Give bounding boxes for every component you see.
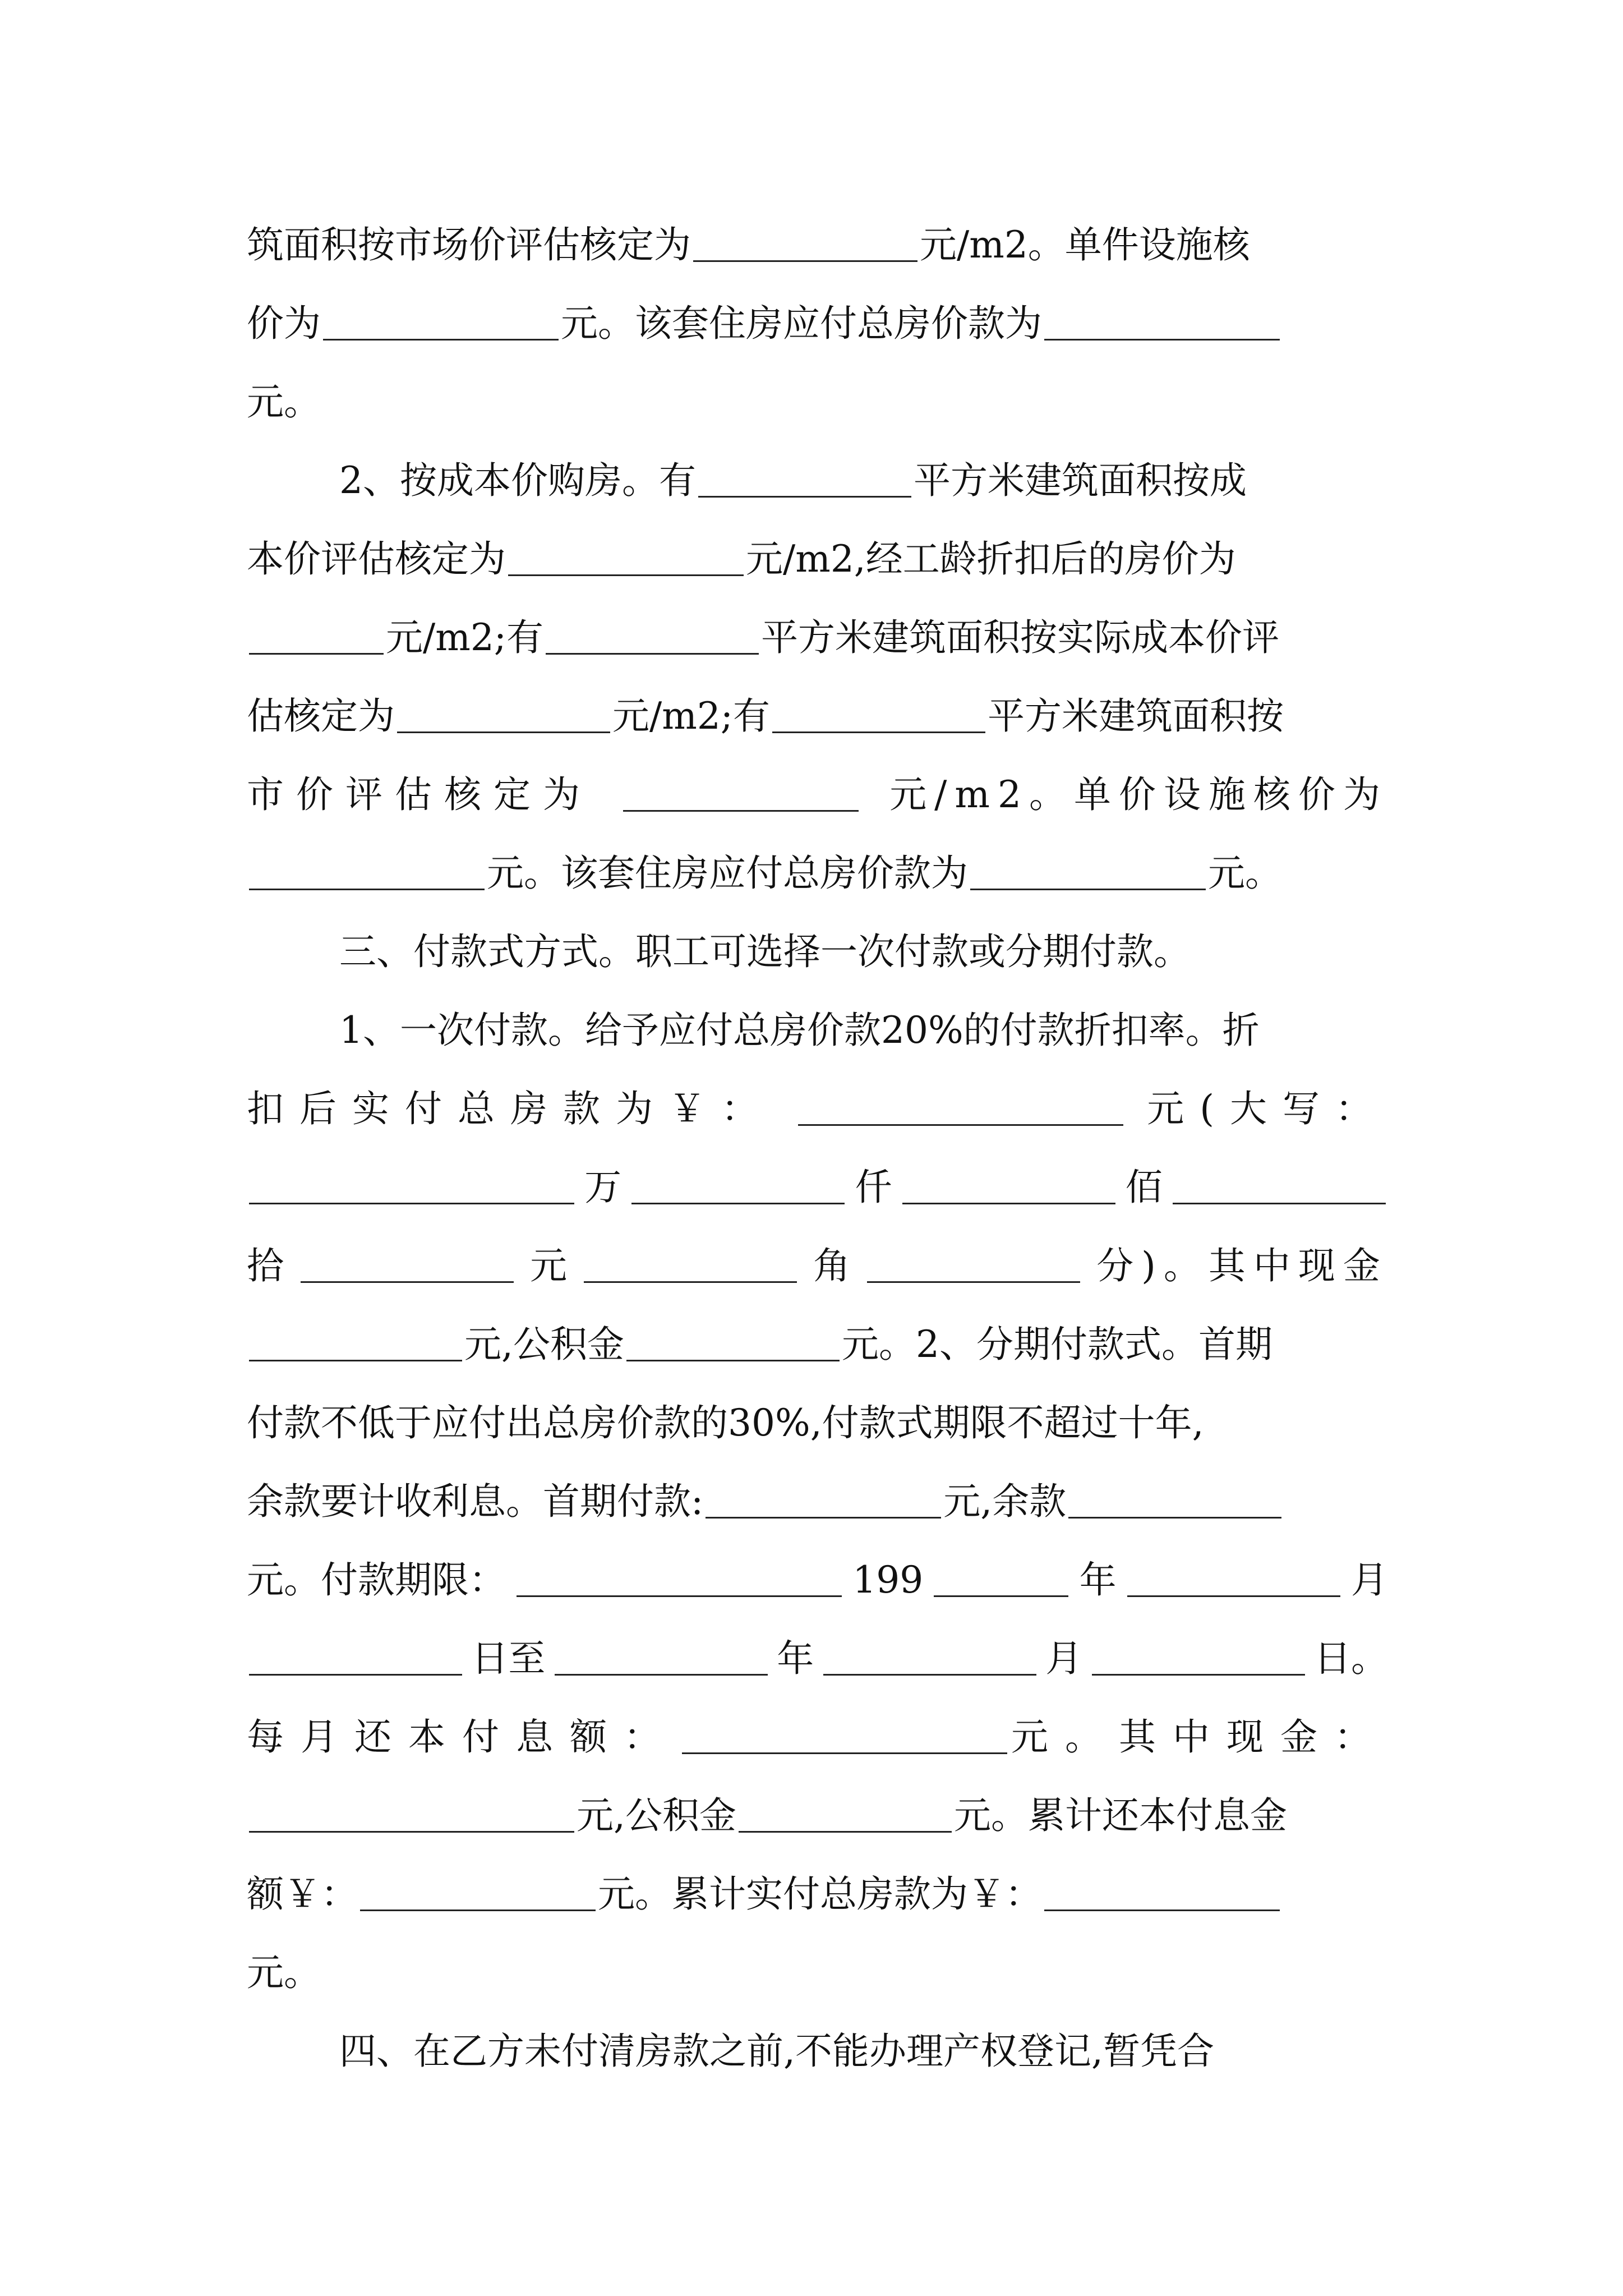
fill-blank[interactable] bbox=[249, 1200, 574, 1204]
text-line bbox=[247, 1384, 1388, 1462]
fill-blank[interactable] bbox=[693, 258, 917, 262]
text-line bbox=[247, 363, 1388, 441]
text-segment: 日至 bbox=[471, 1637, 546, 1680]
text-line bbox=[247, 1305, 1388, 1384]
text-segment: 角 bbox=[813, 1244, 851, 1287]
text-segment: 年 bbox=[777, 1637, 814, 1680]
text-line bbox=[247, 599, 1388, 677]
text-line bbox=[247, 1855, 1388, 1934]
fill-blank[interactable] bbox=[902, 1200, 1115, 1204]
fill-blank[interactable] bbox=[360, 1907, 596, 1911]
text-segment: 元。付款期限： bbox=[247, 1558, 506, 1602]
text-line bbox=[247, 1462, 1388, 1541]
text-segment: 199 bbox=[852, 1558, 924, 1602]
fill-blank[interactable] bbox=[682, 1750, 1007, 1754]
text-segment: 拾 bbox=[247, 1244, 284, 1287]
text-line bbox=[247, 441, 1388, 520]
fill-blank[interactable] bbox=[934, 1593, 1068, 1597]
text-segment: 元/m2。单件设施核 bbox=[920, 223, 1250, 266]
text-segment: 元。 bbox=[247, 1951, 321, 1994]
text-line bbox=[247, 1541, 1388, 1619]
fill-blank[interactable] bbox=[798, 1122, 1123, 1126]
text-line bbox=[247, 834, 1388, 913]
text-segment: 元。2、分期付款式。首期 bbox=[841, 1323, 1272, 1366]
text-segment: 元。该套住房应付总房价款为 bbox=[561, 302, 1042, 345]
text-segment: 三、付款式方式。职工可选择一次付款或分期付款。 bbox=[339, 930, 1191, 973]
fill-blank[interactable] bbox=[739, 1829, 952, 1833]
fill-blank[interactable] bbox=[397, 729, 610, 733]
text-line bbox=[247, 677, 1388, 756]
fill-blank[interactable] bbox=[1173, 1200, 1386, 1204]
text-segment: 分)。其中现金 bbox=[1096, 1244, 1388, 1287]
text-segment: 元。其中现金： bbox=[1011, 1715, 1388, 1759]
text-segment: 1、一次付款。给予应付总房价款20%的付款折扣率。折 bbox=[339, 1009, 1260, 1052]
fill-blank[interactable] bbox=[584, 1279, 797, 1283]
text-line bbox=[247, 2012, 1388, 2091]
text-line bbox=[247, 206, 1388, 284]
text-segment: 元/m2,经工龄折扣后的房价为 bbox=[746, 537, 1236, 581]
text-segment: 元。该套住房应付总房价款为 bbox=[487, 852, 968, 895]
text-segment: 额￥： bbox=[247, 1872, 358, 1916]
fill-blank[interactable] bbox=[546, 651, 759, 655]
text-line bbox=[247, 1070, 1388, 1148]
text-segment: 元/m2。单价设施核价为 bbox=[889, 773, 1388, 816]
text-segment: 每月还本付息额： bbox=[247, 1715, 677, 1759]
text-segment: 仟 bbox=[855, 1166, 892, 1209]
text-segment: 元(大写： bbox=[1147, 1087, 1388, 1130]
text-line bbox=[247, 991, 1388, 1070]
text-segment: 市价评估核定为 bbox=[247, 773, 592, 816]
text-segment: 本价评估核定为 bbox=[247, 537, 506, 581]
text-line bbox=[247, 756, 1388, 834]
fill-blank[interactable] bbox=[1044, 1907, 1280, 1911]
text-segment: 年 bbox=[1079, 1558, 1117, 1602]
text-segment: 月 bbox=[1045, 1637, 1083, 1680]
text-line bbox=[247, 1698, 1388, 1777]
text-segment: 元/m2;有 bbox=[386, 616, 544, 659]
text-segment: 平方米建筑面积按实际成本价评 bbox=[761, 616, 1280, 659]
text-segment: 佰 bbox=[1125, 1166, 1163, 1209]
fill-blank[interactable] bbox=[301, 1279, 514, 1283]
text-segment: 平方米建筑面积按成 bbox=[914, 459, 1247, 502]
fill-blank[interactable] bbox=[249, 1829, 574, 1833]
text-segment: 元 bbox=[530, 1244, 568, 1287]
text-line bbox=[247, 284, 1388, 363]
fill-blank[interactable] bbox=[249, 1358, 462, 1361]
text-segment: 元,余款 bbox=[943, 1480, 1067, 1523]
text-segment: 元。 bbox=[1208, 852, 1282, 895]
text-segment: 2、按成本价购房。有 bbox=[339, 459, 696, 502]
fill-blank[interactable] bbox=[698, 494, 911, 498]
text-segment: 元,公积金 bbox=[464, 1323, 624, 1366]
text-segment: 估核定为 bbox=[247, 694, 395, 738]
fill-blank[interactable] bbox=[323, 337, 559, 341]
text-segment: 万 bbox=[584, 1166, 622, 1209]
text-line bbox=[247, 520, 1388, 599]
text-segment: 月 bbox=[1350, 1558, 1388, 1602]
fill-blank[interactable] bbox=[772, 729, 985, 733]
text-segment: 元。 bbox=[247, 380, 321, 424]
fill-blank[interactable] bbox=[249, 886, 485, 890]
text-segment: 平方米建筑面积按 bbox=[988, 694, 1284, 738]
fill-blank[interactable] bbox=[1044, 337, 1280, 341]
text-segment: 价为 bbox=[247, 302, 321, 345]
fill-blank[interactable] bbox=[517, 1593, 842, 1597]
fill-blank[interactable] bbox=[1068, 1515, 1281, 1519]
fill-blank[interactable] bbox=[626, 1358, 840, 1361]
fill-blank[interactable] bbox=[555, 1672, 768, 1676]
text-line bbox=[247, 1619, 1388, 1698]
text-line bbox=[247, 1227, 1388, 1305]
fill-blank[interactable] bbox=[623, 808, 859, 812]
text-line bbox=[247, 1148, 1388, 1227]
fill-blank[interactable] bbox=[249, 1672, 462, 1676]
fill-blank[interactable] bbox=[631, 1200, 845, 1204]
fill-blank[interactable] bbox=[970, 886, 1206, 890]
fill-blank[interactable] bbox=[706, 1515, 941, 1519]
text-segment: 日。 bbox=[1313, 1637, 1388, 1680]
fill-blank[interactable] bbox=[508, 572, 744, 576]
text-segment: 元。累计还本付息金 bbox=[953, 1794, 1287, 1837]
text-line bbox=[247, 1934, 1388, 2012]
text-line bbox=[247, 913, 1388, 991]
fill-blank[interactable] bbox=[867, 1279, 1080, 1283]
text-segment: 扣后实付总房款为￥： bbox=[247, 1087, 774, 1130]
text-line bbox=[247, 1777, 1388, 1855]
text-segment: 余款要计收利息。首期付款: bbox=[247, 1480, 704, 1523]
text-segment: 付款不低于应付出总房价款的30%,付款式期限不超过十年, bbox=[247, 1401, 1204, 1444]
text-segment: 筑面积按市场价评估核定为 bbox=[247, 223, 691, 266]
text-segment: 元,公积金 bbox=[577, 1794, 736, 1837]
fill-blank[interactable] bbox=[1127, 1593, 1340, 1597]
text-segment: 四、在乙方未付清房款之前,不能办理产权登记,暂凭合 bbox=[339, 2030, 1214, 2073]
text-segment: 元/m2;有 bbox=[612, 694, 771, 738]
fill-blank[interactable] bbox=[249, 651, 384, 655]
text-segment: 元。累计实付总房款为￥： bbox=[598, 1872, 1042, 1916]
fill-blank[interactable] bbox=[823, 1672, 1036, 1676]
fill-blank[interactable] bbox=[1092, 1672, 1305, 1676]
